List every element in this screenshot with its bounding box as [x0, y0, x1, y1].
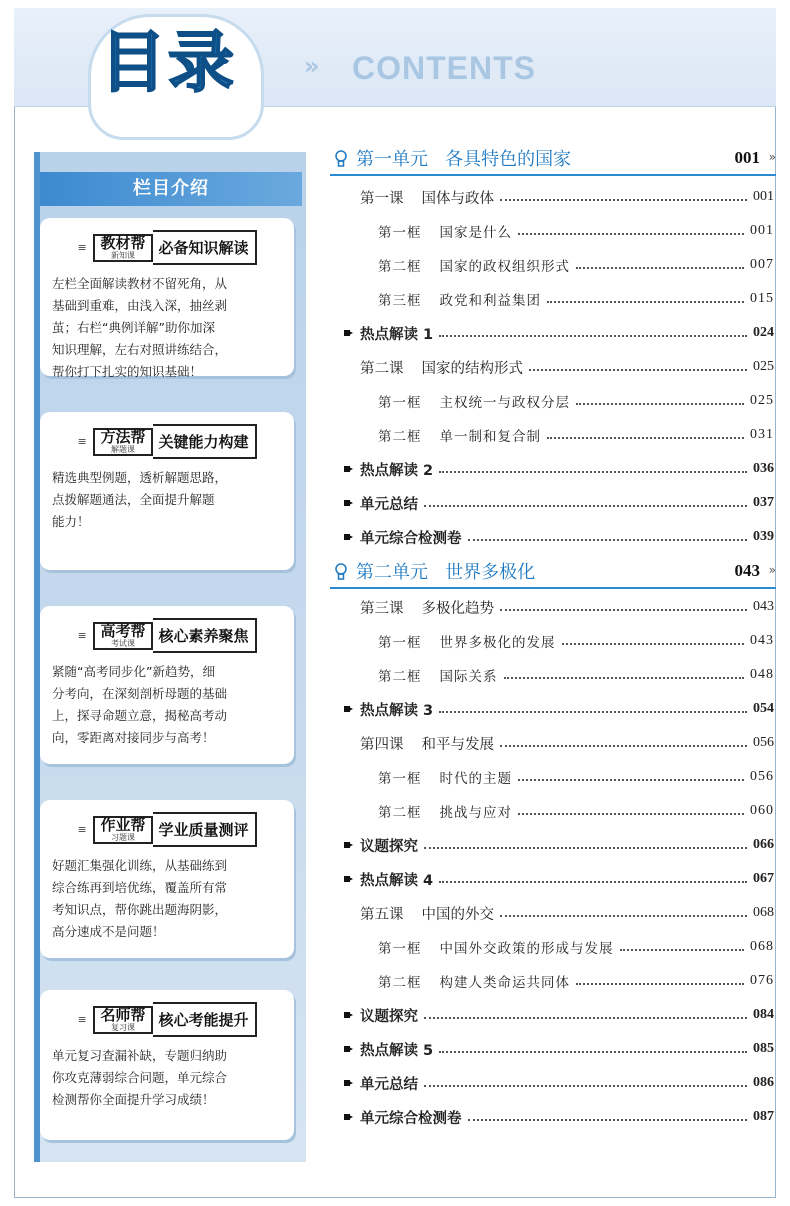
lines-decoration: ≡ [77, 629, 86, 642]
card-tag-sub: 复习课 [110, 1022, 135, 1032]
card-tag [93, 234, 152, 262]
dot-leader [439, 881, 747, 883]
unit-page: 001 [734, 148, 760, 167]
dot-leader [576, 983, 744, 985]
card-line: 好题汇集强化训练，从基础练到 [52, 858, 228, 873]
toc-entry-special[interactable] [344, 1004, 774, 1026]
column-card-teacher [40, 990, 294, 1140]
dot-leader [547, 301, 744, 303]
card-line: 单元复习查漏补缺，专题归纳助 [52, 1048, 228, 1063]
toc-entry-special[interactable] [344, 526, 774, 548]
toc-entry-page: 001 [753, 189, 774, 204]
card-tag-main: 作业帮 [100, 815, 146, 834]
toc-entry-title: 构建人类命运共同体 [439, 975, 570, 991]
card-body [52, 1045, 282, 1111]
dot-leader [424, 1085, 747, 1087]
card-line: 考知识点，帮你跳出题海阴影， [52, 902, 228, 917]
toc-entry-number: 第四课 [360, 736, 404, 753]
toc-entry-page: 087 [753, 1109, 774, 1124]
dot-leader [424, 1017, 747, 1019]
toc-entry-title: 中国外交政策的形成与发展 [439, 941, 614, 957]
toc-entry-frame[interactable] [378, 800, 774, 822]
unit-heading-2[interactable] [330, 557, 776, 589]
toc-entry-title: 中国的外交 [421, 906, 494, 923]
toc-entry-page: 076 [750, 973, 774, 988]
card-body [52, 661, 282, 749]
dot-leader [468, 539, 748, 541]
card-tag-sub: 解题课 [110, 444, 135, 454]
bullet-marker-icon [344, 1012, 350, 1018]
double-chevron-icon: » [304, 52, 316, 80]
toc-entry-number: 第三课 [360, 600, 404, 617]
unit-name: 世界多极化 [445, 562, 536, 583]
column-card-homework [40, 800, 294, 958]
bullet-marker-icon [344, 500, 350, 506]
toc-entry-number: 第一框 [378, 941, 422, 957]
dot-leader [500, 915, 747, 917]
card-tag-main: 教材帮 [100, 233, 146, 252]
card-line: 基础到重难，由浅入深，抽丝剥 [52, 298, 228, 313]
card-title: 核心考能提升 [153, 1002, 257, 1037]
toc-entry-page: 039 [753, 529, 774, 544]
toc-entry-number: 第二课 [360, 360, 404, 377]
toc-entry-number: 第一框 [378, 771, 422, 787]
bullet-marker-icon [344, 330, 350, 336]
dot-leader [439, 335, 747, 337]
toc-entry-special[interactable] [344, 698, 774, 720]
card-line: 能力！ [52, 514, 90, 529]
toc-entry-title: 单元综合检测卷 [360, 530, 462, 547]
card-tag [93, 816, 152, 844]
toc-entry-title: 政党和利益集团 [439, 293, 541, 309]
toc-entry-frame[interactable] [378, 766, 774, 788]
toc-entry-frame[interactable] [378, 630, 774, 652]
chevron-right-icon: » [768, 150, 776, 164]
card-body [52, 467, 282, 533]
bullet-marker-icon [344, 842, 350, 848]
card-tag-sub: 考试课 [110, 638, 135, 648]
toc-entry-page: 043 [753, 599, 774, 614]
toc-entry-frame[interactable] [378, 254, 774, 276]
toc-entry-frame[interactable] [378, 424, 774, 446]
toc-entry-number: 第一框 [378, 395, 422, 411]
card-tag-main: 名师帮 [100, 1005, 146, 1024]
toc-entry-title: 挑战与应对 [439, 805, 512, 821]
lines-decoration: ≡ [77, 823, 86, 836]
dot-leader [439, 1051, 747, 1053]
bullet-marker-icon [344, 706, 350, 712]
toc-entry-page: 001 [750, 223, 774, 238]
toc-entry-title: 热点解读 3 [360, 702, 434, 719]
dot-leader [500, 745, 747, 747]
card-tag-main: 高考帮 [100, 621, 146, 640]
toc-entry-page: 068 [750, 939, 774, 954]
bullet-marker-icon [344, 876, 350, 882]
card-tag [93, 622, 152, 650]
card-title: 关键能力构建 [153, 424, 257, 459]
toc-entry-page: 043 [750, 633, 774, 648]
toc-entry-title: 热点解读 2 [360, 462, 434, 479]
toc-entry-page: 007 [750, 257, 774, 272]
toc-entry-number: 第一课 [360, 190, 404, 207]
toc-entry-title: 单元总结 [360, 1076, 418, 1093]
unit-name: 各具特色的国家 [445, 149, 572, 170]
toc-entry-page: 066 [753, 837, 774, 852]
column-card-exam [40, 606, 294, 764]
dot-leader [504, 677, 745, 679]
dot-leader [424, 847, 747, 849]
toc-entry-page: 068 [753, 905, 774, 920]
toc-entry-frame[interactable] [378, 664, 774, 686]
toc-entry-page: 084 [753, 1007, 774, 1022]
page-title-english: CONTENTS [352, 50, 536, 86]
toc-entry-number: 第二框 [378, 975, 422, 991]
lines-decoration: ≡ [77, 435, 86, 448]
card-tag-sub: 新知课 [110, 250, 135, 260]
card-tag [93, 428, 152, 456]
dot-leader [576, 267, 744, 269]
lightbulb-icon [334, 150, 348, 168]
toc-entry-lesson[interactable] [360, 732, 774, 754]
toc-entry-page: 031 [750, 427, 774, 442]
toc-entry-number: 第三框 [378, 293, 422, 309]
lines-decoration: ≡ [77, 241, 86, 254]
unit-title [356, 558, 535, 584]
unit-title [356, 145, 571, 171]
toc-entry-special[interactable] [344, 834, 774, 856]
toc-entry-page: 067 [753, 871, 774, 886]
bullet-marker-icon [344, 1046, 350, 1052]
card-title: 核心素养聚焦 [153, 618, 257, 653]
toc-entry-page: 085 [753, 1041, 774, 1056]
lines-decoration: ≡ [77, 1013, 86, 1026]
unit-page: 043 [734, 561, 760, 580]
dot-leader [518, 779, 744, 781]
toc-entry-page: 086 [753, 1075, 774, 1090]
toc-entry-title: 世界多极化的发展 [439, 635, 556, 651]
lightbulb-icon [334, 563, 348, 581]
toc-entry-title: 热点解读 4 [360, 872, 434, 889]
card-line: 茧；右栏“典例详解”助你加深 [52, 320, 215, 335]
dot-leader [547, 437, 744, 439]
toc-entry-title: 主权统一与政权分层 [439, 395, 570, 411]
toc-entry-special[interactable] [344, 868, 774, 890]
toc-entry-page: 060 [750, 803, 774, 818]
card-line: 紧随“高考同步化”新趋势，细 [52, 664, 215, 679]
card-line: 向，零距离对接同步与高考！ [52, 730, 215, 745]
toc-entry-number: 第一框 [378, 635, 422, 651]
toc-entry-number: 第五课 [360, 906, 404, 923]
dot-leader [439, 471, 747, 473]
card-line: 综合练再到培优练，覆盖所有常 [52, 880, 228, 895]
toc-entry-page: 048 [750, 667, 774, 682]
toc-entry-number: 第二框 [378, 669, 422, 685]
toc-entry-number: 第一框 [378, 225, 422, 241]
card-line: 左栏全面解读教材不留死角，从 [52, 276, 228, 291]
unit-heading-1[interactable] [330, 144, 776, 176]
toc-entry-title: 国家是什么 [439, 225, 512, 241]
dot-leader [620, 949, 745, 951]
toc-entry-frame[interactable] [378, 288, 774, 310]
toc-entry-page: 024 [753, 325, 774, 340]
card-line: 上，探寻命题立意，揭秘高考动 [52, 708, 228, 723]
card-line: 高分速成不是问题！ [52, 924, 165, 939]
column-card-textbook [40, 218, 294, 379]
dot-leader [468, 1119, 748, 1121]
toc-entry-special[interactable] [344, 322, 774, 344]
toc-entry-number: 第二框 [378, 259, 422, 275]
card-tag [93, 1006, 152, 1034]
bullet-marker-icon [344, 534, 350, 540]
dot-leader [439, 711, 747, 713]
toc-entry-page: 056 [753, 735, 774, 750]
card-tag-sub: 习题课 [110, 832, 135, 842]
toc-entry-special[interactable] [344, 492, 774, 514]
card-title: 学业质量测评 [153, 812, 257, 847]
dot-leader [500, 609, 747, 611]
toc-entry-page: 015 [750, 291, 774, 306]
toc-entry-number: 第二框 [378, 805, 422, 821]
toc-entry-title: 单一制和复合制 [439, 429, 541, 445]
toc-entry-title: 国际关系 [439, 669, 498, 685]
toc-entry-page: 054 [753, 701, 774, 716]
card-line: 检测帮你全面提升学习成绩！ [52, 1092, 215, 1107]
dot-leader [518, 233, 744, 235]
card-line: 精选典型例题，透析解题思路， [52, 470, 228, 485]
toc-entry-title: 单元综合检测卷 [360, 1110, 462, 1127]
bullet-marker-icon [344, 466, 350, 472]
toc-entry-title: 议题探究 [360, 838, 418, 855]
toc-entry-frame[interactable] [378, 970, 774, 992]
card-line: 帮你打下扎实的知识基础！ [52, 364, 203, 379]
chevron-right-icon: » [768, 563, 776, 577]
dot-leader [424, 505, 747, 507]
toc-entry-title: 时代的主题 [439, 771, 512, 787]
column-card-method [40, 412, 294, 570]
unit-label: 第二单元 [356, 562, 428, 583]
card-line: 知识理解，左右对照讲练结合， [52, 342, 228, 357]
toc-entry-lesson[interactable] [360, 186, 774, 208]
card-line: 点拨解题通法，全面提升解题 [52, 492, 215, 507]
toc-entry-lesson[interactable] [360, 902, 774, 924]
toc-entry-frame[interactable] [378, 390, 774, 412]
toc-entry-title: 国体与政体 [421, 190, 494, 207]
toc-entry-title: 议题探究 [360, 1008, 418, 1025]
dot-leader [576, 403, 744, 405]
toc-entry-title: 和平与发展 [421, 736, 494, 753]
toc-entry-title: 热点解读 5 [360, 1042, 434, 1059]
toc-entry-special[interactable] [344, 458, 774, 480]
page-title: 目录 [100, 24, 236, 101]
dot-leader [518, 813, 744, 815]
toc-entry-frame[interactable] [378, 220, 774, 242]
toc-entry-lesson[interactable] [360, 596, 774, 618]
bullet-marker-icon [344, 1114, 350, 1120]
unit-label: 第一单元 [356, 149, 428, 170]
card-title: 必备知识解读 [153, 230, 257, 265]
sidebar-heading: 栏目介绍 [40, 172, 302, 206]
toc-entry-special[interactable] [344, 1072, 774, 1094]
card-body [52, 855, 282, 943]
toc-entry-lesson[interactable] [360, 356, 774, 378]
card-line: 你攻克薄弱综合问题，单元综合 [52, 1070, 228, 1085]
toc-entry-special[interactable] [344, 1106, 774, 1128]
toc-entry-frame[interactable] [378, 936, 774, 958]
toc-entry-title: 单元总结 [360, 496, 418, 513]
toc-entry-number: 第二框 [378, 429, 422, 445]
card-body [52, 273, 282, 383]
card-line: 分考向，在深刻剖析母题的基础 [52, 686, 228, 701]
toc-entry-special[interactable] [344, 1038, 774, 1060]
toc-entry-page: 037 [753, 495, 774, 510]
toc-entry-title: 国家的结构形式 [421, 360, 523, 377]
toc-entry-page: 025 [753, 359, 774, 374]
toc-entry-page: 056 [750, 769, 774, 784]
toc-entry-page: 025 [750, 393, 774, 408]
dot-leader [562, 643, 745, 645]
toc-entry-page: 036 [753, 461, 774, 476]
card-tag-main: 方法帮 [100, 427, 146, 446]
toc-entry-title: 热点解读 1 [360, 326, 434, 343]
dot-leader [500, 199, 747, 201]
dot-leader [529, 369, 747, 371]
toc-entry-title: 国家的政权组织形式 [439, 259, 570, 275]
bullet-marker-icon [344, 1080, 350, 1086]
toc-entry-title: 多极化趋势 [421, 600, 494, 617]
